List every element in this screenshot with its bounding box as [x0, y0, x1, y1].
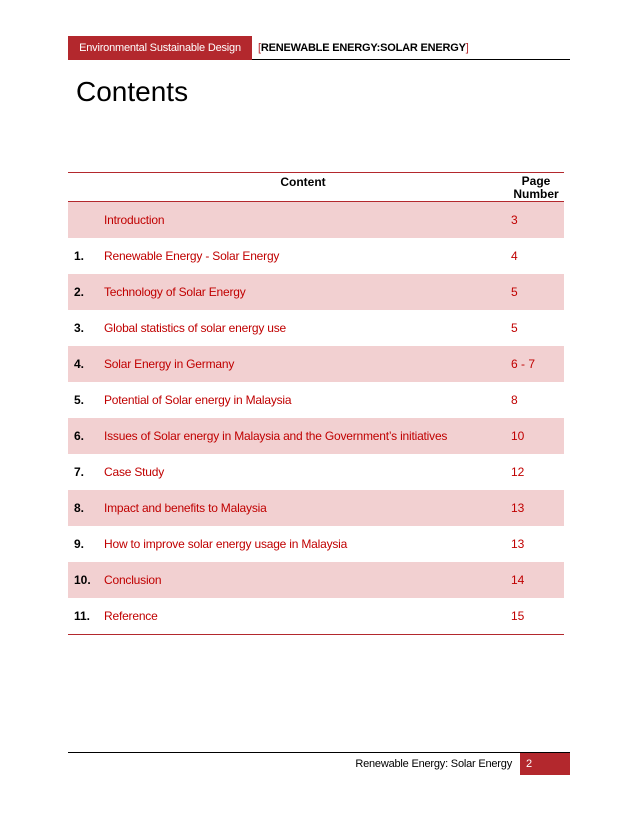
row-page-number: 13 [511, 537, 525, 551]
column-header-page-number: Page Number [513, 174, 559, 201]
header-tag: Environmental Sustainable Design [68, 36, 252, 60]
row-title: Case Study [104, 465, 165, 479]
row-page-number: 8 [511, 393, 518, 407]
table-row[interactable] [68, 562, 564, 598]
row-number: 8. [74, 501, 85, 515]
table-row[interactable] [68, 310, 564, 346]
page-footer [68, 752, 570, 774]
table-row[interactable] [68, 274, 564, 310]
row-title: Solar Energy in Germany [104, 357, 235, 371]
table-row[interactable] [68, 346, 564, 382]
row-page-number: 5 [511, 285, 518, 299]
header-bracket-open: [ [258, 42, 261, 54]
header-title-text: RENEWABLE ENERGY:SOLAR ENERGY [260, 42, 466, 54]
row-page-number: 14 [511, 573, 525, 587]
header-bracket-close: ] [465, 42, 469, 54]
table-row[interactable] [68, 490, 564, 526]
page-title: Contents [76, 76, 189, 107]
table-row[interactable] [68, 598, 564, 634]
row-title: Global statistics of solar energy use [104, 321, 287, 335]
row-number: 3. [74, 321, 85, 335]
row-title: How to improve solar energy usage in Malaysia [104, 537, 348, 551]
contents-table [68, 172, 564, 635]
row-number: 5. [74, 393, 85, 407]
table-row[interactable] [68, 454, 564, 490]
row-title: Issues of Solar energy in Malaysia and the Government’s initiatives [104, 429, 448, 443]
row-page-number: 13 [511, 501, 525, 515]
row-number: 10. [74, 573, 91, 587]
row-number: 9. [74, 537, 85, 551]
footer-page-number: 2 [520, 753, 570, 775]
row-page-number: 12 [511, 465, 525, 479]
row-page-number: 6 - 7 [511, 357, 536, 371]
row-page-number: 10 [511, 429, 525, 443]
contents-table-header [68, 173, 564, 202]
row-number: 11. [74, 609, 91, 623]
row-number: 4. [74, 357, 85, 371]
row-title: Reference [104, 609, 158, 623]
row-title: Potential of Solar energy in Malaysia [104, 393, 292, 407]
footer-label: Renewable Energy: Solar Energy [355, 758, 512, 770]
row-title: Conclusion [104, 573, 162, 587]
header-title [258, 36, 469, 60]
row-title: Renewable Energy - Solar Energy [104, 249, 280, 263]
table-row[interactable] [68, 238, 564, 274]
row-number: 6. [74, 429, 85, 443]
column-header-content: Content [280, 175, 326, 189]
row-page-number: 3 [511, 213, 518, 227]
row-page-number: 15 [511, 609, 525, 623]
page-header [68, 36, 570, 60]
table-row[interactable] [68, 202, 564, 238]
contents-table-body [68, 202, 564, 634]
row-number: 2. [74, 285, 85, 299]
row-number: 1. [74, 249, 85, 263]
row-title: Introduction [104, 213, 165, 227]
row-page-number: 4 [511, 249, 518, 263]
row-page-number: 5 [511, 321, 518, 335]
row-number: 7. [74, 465, 85, 479]
table-row[interactable] [68, 382, 564, 418]
table-row[interactable] [68, 418, 564, 454]
table-row[interactable] [68, 526, 564, 562]
row-title: Impact and benefits to Malaysia [104, 501, 267, 515]
row-title: Technology of Solar Energy [104, 285, 246, 299]
